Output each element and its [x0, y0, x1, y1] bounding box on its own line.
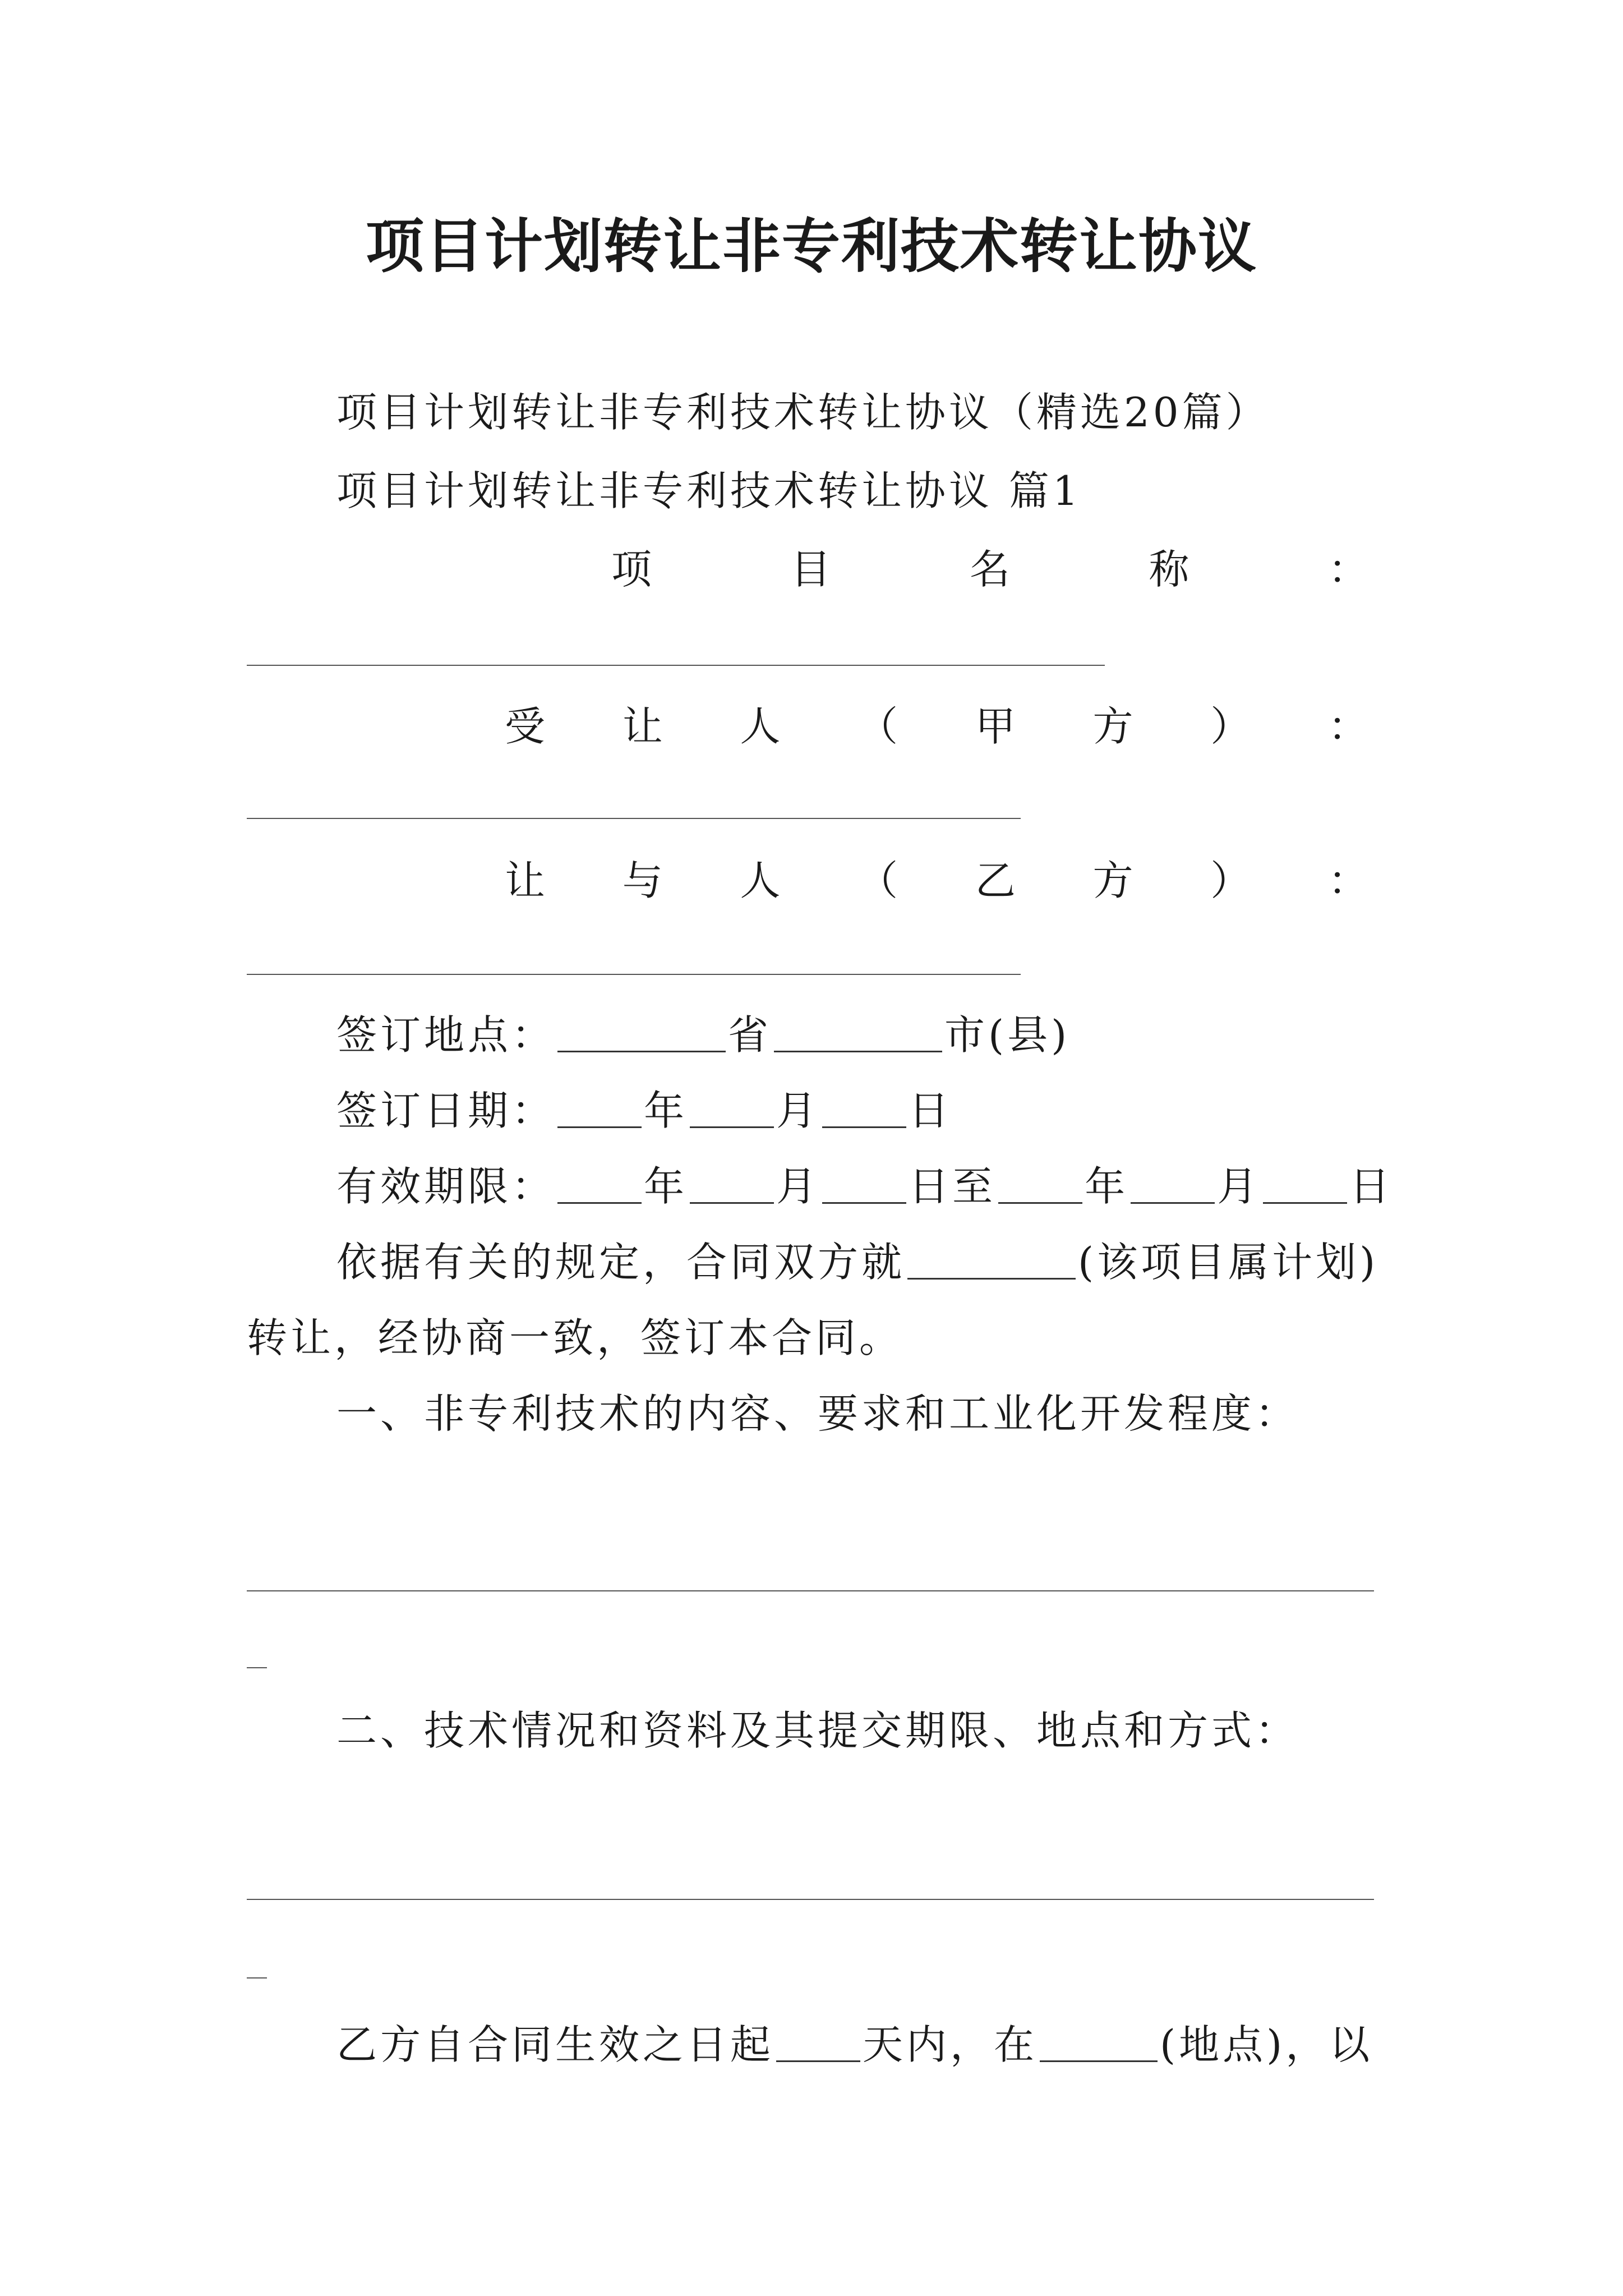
city-label: 市(县) [944, 1011, 1071, 1059]
end-month-label: 月 [1217, 1163, 1261, 1210]
assignee-char: （ [857, 703, 898, 750]
project-name-char: 名 [969, 546, 1010, 593]
day-label: 日 [909, 1087, 953, 1134]
clause-2-heading: 二、技术情况和资料及其提交期限、地点和方式： [336, 1707, 1299, 1754]
project-name-char: 目 [790, 546, 831, 593]
assignor-blank [247, 974, 1021, 975]
clause-1-blank-tail [247, 1667, 267, 1668]
assignor-char: 让 [505, 857, 546, 904]
location-blank [1040, 2022, 1158, 2062]
basis-text-2: (该项目属计划) [1078, 1239, 1379, 1286]
start-month-label: 月 [776, 1163, 820, 1210]
start-year-blank [557, 1164, 642, 1204]
sign-date-label: 签订日期： [336, 1087, 556, 1134]
end-year-label: 年 [1085, 1163, 1129, 1210]
assignor-char: 与 [622, 857, 663, 904]
month-label: 月 [776, 1087, 820, 1134]
assignor-char: 乙 [975, 857, 1016, 904]
project-name-blank [247, 665, 1105, 666]
year-blank [557, 1088, 642, 1128]
assignee-char: ） [1210, 703, 1251, 750]
clause-1-heading: 一、非专利技术的内容、要求和工业化开发程度： [336, 1390, 1299, 1437]
assignor-char: ） [1210, 857, 1251, 904]
sign-place-line [336, 1004, 1070, 1066]
assignee-char: 让 [622, 703, 663, 750]
end-day-label: 日 [1349, 1163, 1394, 1210]
province-blank [557, 1013, 726, 1052]
city-blank [774, 1013, 942, 1052]
basis-line-2: 转让，经协商一致，签订本合同。 [247, 1314, 903, 1361]
project-name-label [611, 539, 1368, 600]
document-subtitle: 项目计划转让非专利技术转让协议（精选20篇） [336, 389, 1270, 436]
section-heading: 项目计划转让非专利技术转让协议 篇1 [336, 467, 1082, 514]
project-name-char: 项 [611, 546, 652, 593]
month-blank [690, 1088, 774, 1128]
end-year-blank [998, 1164, 1082, 1204]
end-month-blank [1131, 1164, 1215, 1204]
assignee-char: 方 [1092, 703, 1133, 750]
start-day-label: 日至 [909, 1163, 997, 1210]
assignor-label [505, 850, 1368, 912]
clause-3-text-1: 乙方自合同生效之日起 [336, 2021, 774, 2068]
assignee-char: 人 [740, 703, 781, 750]
assignee-char: 受 [505, 703, 546, 750]
validity-line [336, 1156, 1393, 1217]
clause-2-blank-tail [247, 1977, 267, 1978]
project-name-char: 称 [1149, 546, 1189, 593]
assignor-char: （ [857, 857, 898, 904]
days-blank [776, 2022, 860, 2062]
end-day-blank [1263, 1164, 1347, 1204]
sign-date-line [336, 1080, 952, 1142]
basis-blank [907, 1240, 1076, 1280]
project-name-char: ： [1327, 546, 1368, 593]
clause-3-text-2: 天内，在 [863, 2021, 1038, 2068]
assignee-label [505, 696, 1368, 757]
clause-1-blank [247, 1590, 1374, 1591]
start-day-blank [822, 1164, 906, 1204]
clause-2-blank [247, 1899, 1374, 1900]
assignee-char: ： [1327, 703, 1368, 750]
assignee-char: 甲 [975, 703, 1016, 750]
validity-label: 有效期限： [336, 1163, 556, 1210]
basis-line-1 [336, 1231, 1378, 1293]
assignor-char: ： [1327, 857, 1368, 904]
document-title: 项目计划转让非专利技术转让协议 [365, 211, 1257, 280]
province-label: 省 [728, 1011, 772, 1059]
assignor-char: 人 [740, 857, 781, 904]
basis-text-1: 依据有关的规定，合同双方就 [336, 1239, 906, 1286]
start-month-blank [690, 1164, 774, 1204]
day-blank [822, 1088, 906, 1128]
start-year-label: 年 [644, 1163, 688, 1210]
year-label: 年 [644, 1087, 688, 1134]
sign-place-label: 签订地点： [336, 1011, 556, 1059]
clause-3-text-3: (地点)，以 [1160, 2021, 1373, 2068]
clause-3-line [336, 2014, 1373, 2076]
assignee-blank [247, 818, 1021, 819]
assignor-char: 方 [1092, 857, 1133, 904]
